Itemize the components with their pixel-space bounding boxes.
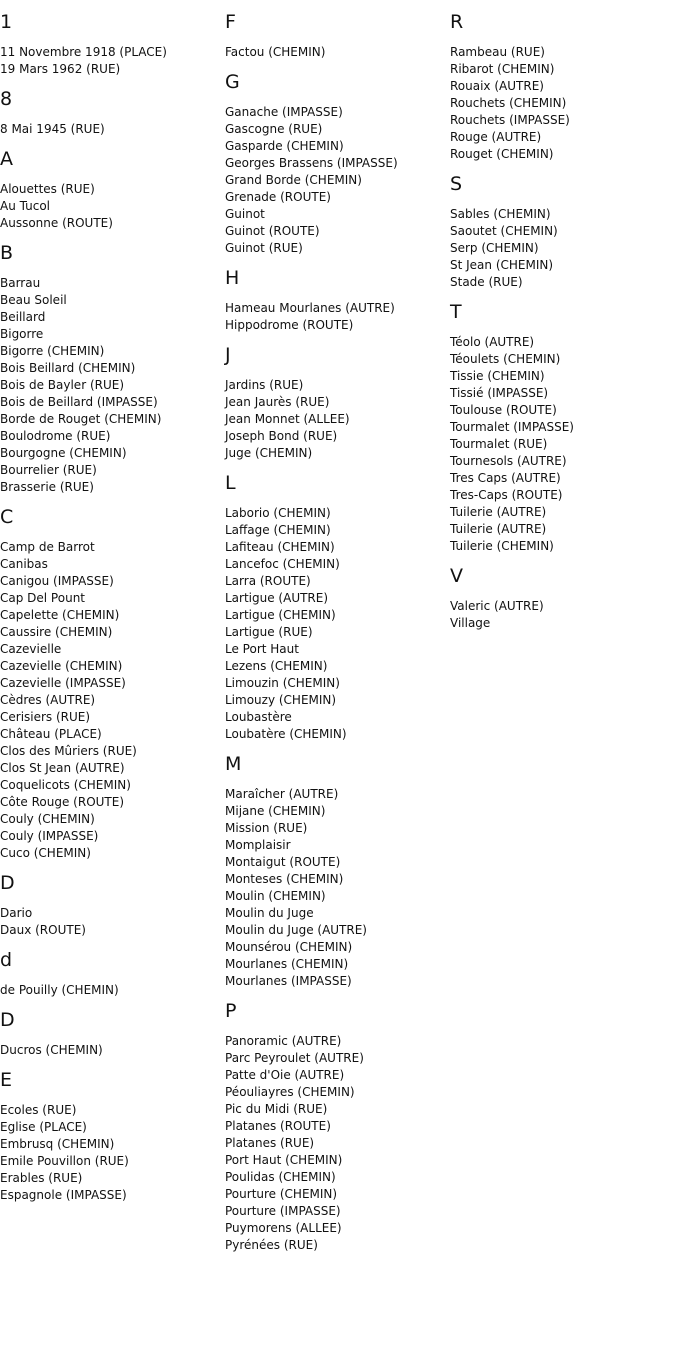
street-item: Daux (ROUTE) [0,923,86,937]
street-list [225,44,445,61]
street-list [0,121,220,138]
street-list [225,104,445,257]
street-item: Grand Borde (CHEMIN) [225,173,362,187]
street-item: Barrau [0,276,41,290]
street-item: Ducros (CHEMIN) [0,1043,103,1057]
street-item: Limouzin (CHEMIN) [225,676,340,690]
street-item: Hameau Mourlanes (AUTRE) [225,301,395,315]
street-item: Bois de Beillard (IMPASSE) [0,395,158,409]
street-item: Moulin du Juge [225,906,314,920]
street-item: Dario [0,906,33,920]
street-item: Clos des Mûriers (RUE) [0,744,137,758]
street-list [0,1042,220,1059]
street-item: Bigorre [0,327,44,341]
street-item: Valeric (AUTRE) [450,599,544,613]
street-item: Tourmalet (RUE) [450,437,548,451]
street-item: Canibas [0,557,48,571]
street-item: Aussonne (ROUTE) [0,216,113,230]
street-item: Téolo (AUTRE) [450,335,535,349]
street-list [450,44,670,163]
street-list [225,300,445,334]
street-item: Beillard [0,310,46,324]
letter-section [0,89,220,138]
street-item: Poulidas (CHEMIN) [225,1170,336,1184]
street-item: Espagnole (IMPASSE) [0,1188,127,1202]
street-item: Brasserie (RUE) [0,480,94,494]
street-list [450,334,670,555]
street-item: 8 Mai 1945 (RUE) [0,122,105,136]
street-item: Bigorre (CHEMIN) [0,344,105,358]
letter-section [225,72,445,257]
street-item: Jean Monnet (ALLEE) [225,412,350,426]
street-item: Ecoles (RUE) [0,1103,77,1117]
street-item: Lartigue (RUE) [225,625,313,639]
street-item: Parc Peyroulet (AUTRE) [225,1051,364,1065]
street-list [0,181,220,232]
street-item: Rouge (AUTRE) [450,130,542,144]
street-item: Cazevielle [0,642,62,656]
street-item: Lartigue (AUTRE) [225,591,329,605]
street-item: Couly (IMPASSE) [0,829,99,843]
street-list [0,44,220,78]
letter-section [0,243,220,496]
street-item: Sables (CHEMIN) [450,207,551,221]
section-letter-heading: B [0,242,14,264]
street-item: Rouchets (IMPASSE) [450,113,570,127]
street-list [225,377,445,462]
street-item: Rambeau (RUE) [450,45,545,59]
section-letter-heading: d [0,949,13,971]
letter-section [225,754,445,990]
street-item: Moulin (CHEMIN) [225,889,326,903]
street-item: Emile Pouvillon (RUE) [0,1154,129,1168]
street-item: Rouaix (AUTRE) [450,79,544,93]
letter-section [0,149,220,232]
street-list [0,275,220,496]
section-letter-heading: M [225,753,242,775]
street-item: Cèdres (AUTRE) [0,693,96,707]
street-item: Bois de Bayler (RUE) [0,378,125,392]
street-item: Loubastère [225,710,292,724]
street-item: Montaigut (ROUTE) [225,855,341,869]
street-item: Larra (ROUTE) [225,574,311,588]
street-item: Erables (RUE) [0,1171,83,1185]
street-item: Monteses (CHEMIN) [225,872,344,886]
street-item: Bourgogne (CHEMIN) [0,446,127,460]
street-item: Au Tucol [0,199,51,213]
street-item: Grenade (ROUTE) [225,190,331,204]
street-item: Joseph Bond (RUE) [225,429,338,443]
street-item: Clos St Jean (AUTRE) [0,761,125,775]
street-item: St Jean (CHEMIN) [450,258,554,272]
street-list [0,1102,220,1204]
street-item: Factou (CHEMIN) [225,45,326,59]
letter-section [450,12,670,163]
section-letter-heading: R [450,11,464,33]
street-item: Couly (CHEMIN) [0,812,95,826]
street-item: Ganache (IMPASSE) [225,105,343,119]
street-item: Borde de Rouget (CHEMIN) [0,412,162,426]
street-item: Camp de Barrot [0,540,95,554]
street-item: 19 Mars 1962 (RUE) [0,62,121,76]
street-list [450,598,670,632]
street-item: Cuco (CHEMIN) [0,846,91,860]
street-item: Tres Caps (AUTRE) [450,471,561,485]
street-item: Mission (RUE) [225,821,308,835]
letter-section [0,1010,220,1059]
section-letter-heading: H [225,267,240,289]
section-letter-heading: A [0,148,13,170]
street-list [450,206,670,291]
section-letter-heading: G [225,71,240,93]
letter-section [225,1001,445,1254]
street-item: Tuilerie (AUTRE) [450,505,547,519]
street-item: de Pouilly (CHEMIN) [0,983,119,997]
street-item: Guinot (ROUTE) [225,224,320,238]
section-letter-heading: V [450,565,463,587]
street-item: Lancefoc (CHEMIN) [225,557,340,571]
street-item: Cazevielle (CHEMIN) [0,659,123,673]
letter-section [450,566,670,632]
street-item: Embrusq (CHEMIN) [0,1137,115,1151]
index-column-1 [0,12,220,1215]
street-item: Rouget (CHEMIN) [450,147,554,161]
street-item: Stade (RUE) [450,275,523,289]
section-letter-heading: C [0,506,14,528]
street-item: Hippodrome (ROUTE) [225,318,354,332]
section-letter-heading: T [450,301,462,323]
street-item: Le Port Haut [225,642,299,656]
street-item: Tournesols (AUTRE) [450,454,567,468]
street-item: Cerisiers (RUE) [0,710,91,724]
street-item: Pic du Midi (RUE) [225,1102,328,1116]
letter-section [225,345,445,462]
street-item: Beau Soleil [0,293,67,307]
street-item: Laffage (CHEMIN) [225,523,331,537]
street-item: Bourrelier (RUE) [0,463,97,477]
street-item: Port Haut (CHEMIN) [225,1153,343,1167]
street-item: Mourlanes (IMPASSE) [225,974,352,988]
street-item: Mourlanes (CHEMIN) [225,957,349,971]
street-item: Tourmalet (IMPASSE) [450,420,574,434]
street-item: Saoutet (CHEMIN) [450,224,558,238]
street-item: Cazevielle (IMPASSE) [0,676,126,690]
street-item: Tissié (IMPASSE) [450,386,549,400]
street-item: Coquelicots (CHEMIN) [0,778,131,792]
section-letter-heading: P [225,1000,237,1022]
letter-section [450,174,670,291]
street-item: Péouliayres (CHEMIN) [225,1085,355,1099]
street-item: Eglise (PLACE) [0,1120,87,1134]
street-item: Jean Jaurès (RUE) [225,395,330,409]
street-item: Capelette (CHEMIN) [0,608,120,622]
street-item: Limouzy (CHEMIN) [225,693,337,707]
street-list [225,786,445,990]
letter-section [0,507,220,862]
street-item: Tissie (CHEMIN) [450,369,545,383]
street-item: Tres-Caps (ROUTE) [450,488,563,502]
street-item: Toulouse (ROUTE) [450,403,557,417]
street-item: Platanes (ROUTE) [225,1119,331,1133]
street-item: Lafiteau (CHEMIN) [225,540,335,554]
letter-section [225,473,445,743]
street-item: Laborio (CHEMIN) [225,506,331,520]
letter-section [0,1070,220,1204]
street-item: Gasparde (CHEMIN) [225,139,344,153]
section-letter-heading: L [225,472,236,494]
street-item: Ribarot (CHEMIN) [450,62,555,76]
street-item: Momplaisir [225,838,291,852]
letter-section [0,873,220,939]
street-item: Boulodrome (RUE) [0,429,111,443]
street-item: Château (PLACE) [0,727,102,741]
street-item: Panoramic (AUTRE) [225,1034,342,1048]
index-column-2 [225,12,445,1265]
street-item: Mijane (CHEMIN) [225,804,326,818]
street-list [225,505,445,743]
letter-section [0,12,220,78]
street-item: Lezens (CHEMIN) [225,659,328,673]
letter-section [225,12,445,61]
letter-section [0,950,220,999]
street-item: Pyrénées (RUE) [225,1238,318,1252]
street-item: Jardins (RUE) [225,378,304,392]
street-item: Maraîcher (AUTRE) [225,787,339,801]
street-item: Caussire (CHEMIN) [0,625,113,639]
street-item: Puymorens (ALLEE) [225,1221,342,1235]
street-item: Serp (CHEMIN) [450,241,539,255]
index-column-3 [450,12,670,643]
section-letter-heading: 1 [0,11,13,33]
street-item: Guinot [225,207,265,221]
section-letter-heading: D [0,1009,15,1031]
street-item: Rouchets (CHEMIN) [450,96,567,110]
street-item: 11 Novembre 1918 (PLACE) [0,45,167,59]
street-item: Bois Beillard (CHEMIN) [0,361,136,375]
street-item: Mounsérou (CHEMIN) [225,940,353,954]
street-list [0,982,220,999]
street-item: Téoulets (CHEMIN) [450,352,561,366]
street-item: Guinot (RUE) [225,241,303,255]
section-letter-heading: J [225,344,231,366]
street-item: Tuilerie (CHEMIN) [450,539,554,553]
street-item: Gascogne (RUE) [225,122,323,136]
section-letter-heading: 8 [0,88,13,110]
letter-section [450,302,670,555]
section-letter-heading: S [450,173,463,195]
section-letter-heading: D [0,872,15,894]
street-item: Alouettes (RUE) [0,182,95,196]
street-item: Village [450,616,491,630]
section-letter-heading: E [0,1069,13,1091]
street-item: Pourture (IMPASSE) [225,1204,341,1218]
street-list [0,905,220,939]
street-item: Canigou (IMPASSE) [0,574,114,588]
street-item: Loubatère (CHEMIN) [225,727,347,741]
street-list [0,539,220,862]
street-item: Georges Brassens (IMPASSE) [225,156,398,170]
street-item: Juge (CHEMIN) [225,446,313,460]
street-item: Tuilerie (AUTRE) [450,522,547,536]
letter-section [225,268,445,334]
section-letter-heading: F [225,11,236,33]
street-item: Platanes (RUE) [225,1136,315,1150]
street-item: Patte d'Oie (AUTRE) [225,1068,345,1082]
street-item: Côte Rouge (ROUTE) [0,795,125,809]
street-item: Pourture (CHEMIN) [225,1187,338,1201]
street-list [225,1033,445,1254]
street-item: Cap Del Pount [0,591,86,605]
street-item: Moulin du Juge (AUTRE) [225,923,367,937]
street-item: Lartigue (CHEMIN) [225,608,336,622]
